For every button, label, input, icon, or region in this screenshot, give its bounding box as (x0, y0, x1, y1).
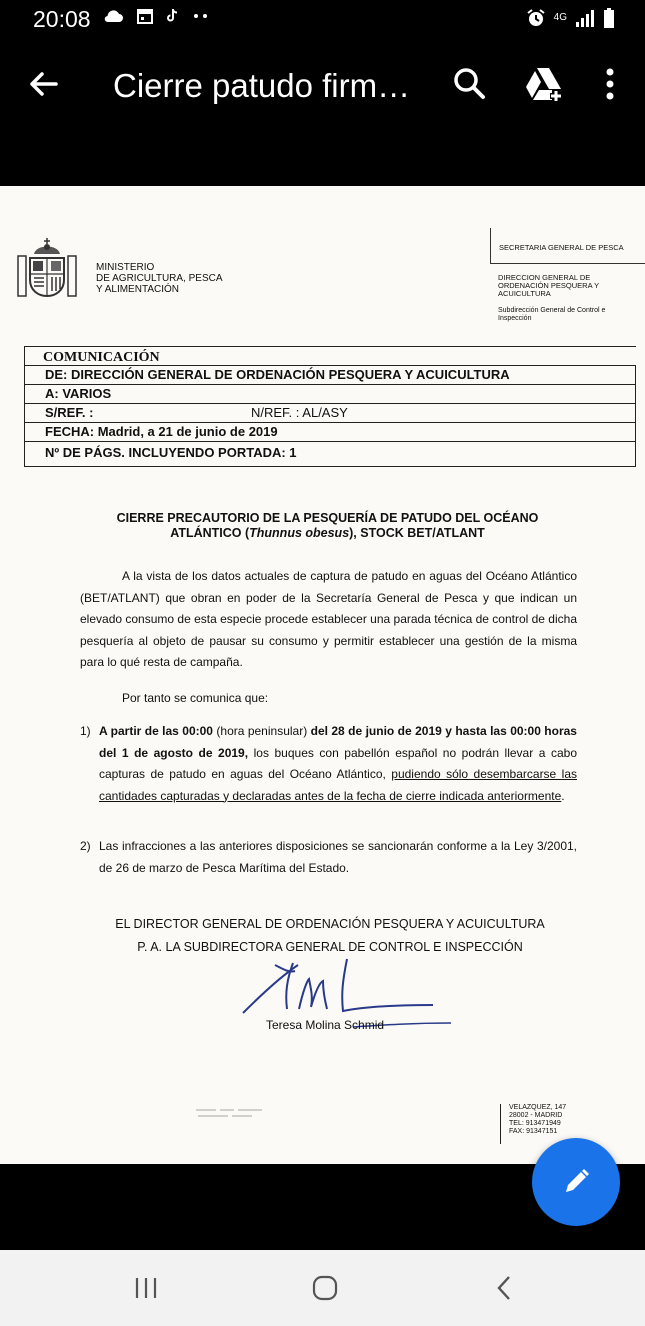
intro-paragraph: A la vista de los datos actuales de captura de patudo en aguas del Océano Atlántico (BET/ATLANT) que obran en poder de la Secretaría General de Pesca y que indican un elevado consumo de esta especie procede establecer una parada técnica de control de dicha pesquería al objeto de pausar su consumo y permitir establecer una gestión de la misma para lo qué resta de campaña. (80, 569, 577, 669)
system-nav-bar (0, 1250, 645, 1326)
battery-icon (603, 8, 615, 28)
drive-add-icon (522, 62, 566, 106)
comunica-paragraph: Por tanto se comunica que: (122, 691, 269, 705)
calendar-icon (137, 8, 153, 24)
heading-line-1: CIERRE PRECAUTORIO DE LA PESQUERÍA DE PATUDO DEL OCÉANO (116, 511, 539, 525)
faint-stamp (194, 1106, 264, 1120)
signature-title-1: EL DIRECTOR GENERAL DE ORDENACIÓN PESQUERA Y ACUICULTURA (115, 917, 545, 931)
edit-fab-button[interactable] (532, 1138, 620, 1226)
more-vert-icon (596, 64, 624, 104)
document-title: Cierre patudo firm… (113, 67, 411, 104)
secretaria-title: SECRETARIA GENERAL DE PESCA (499, 243, 624, 252)
document-page[interactable] (0, 186, 645, 1164)
app-bar (0, 40, 645, 186)
more-dots-icon (193, 13, 209, 19)
heading-line-2: ATLÁNTICO (Thunnus obesus), STOCK BET/ATLANT (170, 526, 485, 540)
home-button[interactable] (312, 1274, 338, 1302)
nref-label: N/REF. : AL/ASY (251, 405, 348, 420)
subdireccion: Subdirección General de Control e Inspección (498, 307, 606, 322)
sref-label: S/REF. : (45, 405, 94, 420)
status-bar (0, 0, 645, 40)
form-row-a: A: VARIOS (25, 385, 635, 404)
address-block: VELAZQUEZ, 147 28002 - MADRID TEL: 913471949 FAX: 91347151 (500, 1104, 566, 1144)
communication-form (24, 346, 636, 467)
alarm-icon (526, 8, 546, 28)
form-heading-label: COMUNICACIÓN (43, 350, 160, 365)
network-4g-icon: 4G (553, 12, 567, 23)
signature-title-2: P. A. LA SUBDIRECTORA GENERAL DE CONTROL E INSPECCIÓN (137, 940, 523, 954)
ministry-name: MINISTERIO DE AGRICULTURA, PESCA Y ALIMENTACIÓN (96, 262, 223, 295)
search-icon (450, 64, 490, 104)
recent-apps-icon (134, 1276, 158, 1300)
back-nav-button[interactable] (494, 1274, 514, 1302)
edit-pencil-icon (560, 1166, 592, 1198)
list-item: 2) Las infracciones a las anteriores disposiciones se sancionarán conforme a la Ley 3/2001, de 26 de marzo de Pesca Marítima del Estado. (80, 839, 577, 875)
document-heading (60, 511, 595, 541)
more-options-button[interactable] (596, 64, 624, 104)
signal-icon (575, 9, 595, 27)
form-row-ref (25, 404, 635, 423)
back-button[interactable] (22, 62, 66, 106)
signer-name: Teresa Molina Schmid (266, 1018, 385, 1032)
cloud-icon (103, 9, 123, 23)
home-icon (312, 1274, 338, 1302)
list-item: 1) A partir de las 00:00 (hora peninsular) del 28 de junio de 2019 y hasta las 00:00 horas del 1 de agosto de 2019, los buques con pabellón español no podrán llevar a cabo capturas de patudo en aguas del Océano Atlántico, pudiendo sólo desembarcarse las cantidades capturadas y declaradas antes de la fecha de cierre indicada anteriormente. (80, 724, 578, 803)
form-row-paginas: Nº DE PÁGS. INCLUYENDO PORTADA: 1 (45, 445, 297, 460)
back-arrow-icon (22, 62, 66, 106)
back-icon (494, 1274, 514, 1302)
tiktok-icon (167, 8, 179, 24)
direccion-general: DIRECCION GENERAL DE ORDENACIÓN PESQUERA Y ACUICULTURA (498, 273, 600, 298)
form-heading (24, 346, 636, 365)
search-button[interactable] (450, 64, 490, 104)
status-time: 20:08 (33, 6, 91, 32)
form-row-fecha: FECHA: Madrid, a 21 de junio de 2019 (25, 423, 635, 442)
add-to-drive-button[interactable] (522, 62, 566, 106)
species-name: Thunnus obesus (249, 526, 350, 540)
coat-of-arms-logo (16, 236, 78, 302)
form-row-de: DE: DIRECCIÓN GENERAL DE ORDENACIÓN PESQUERA Y ACUICULTURA (25, 366, 635, 385)
form-table (24, 365, 636, 467)
recent-apps-button[interactable] (134, 1276, 158, 1300)
secretaria-box (490, 228, 645, 264)
